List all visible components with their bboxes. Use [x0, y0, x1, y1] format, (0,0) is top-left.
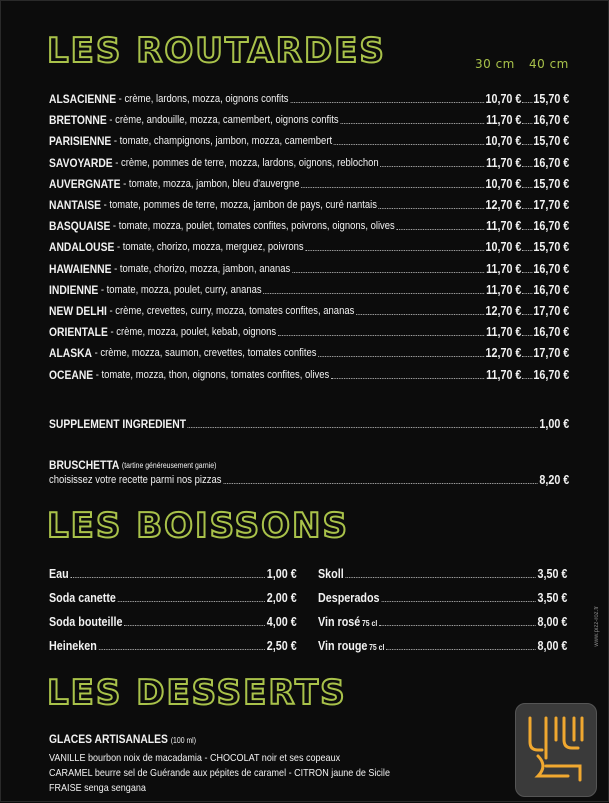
pizza-price-40: 15,70 €: [533, 176, 570, 191]
drink-price: 8,00 €: [537, 615, 568, 629]
drink-price: 3,50 €: [537, 591, 568, 605]
pizza-name: HAWAIENNE: [49, 261, 112, 276]
drink-name: Eau: [49, 567, 69, 581]
drink-price: 8,00 €: [537, 639, 568, 653]
dot-leader: [522, 378, 532, 379]
bruschetta-row: [49, 456, 569, 472]
pizza-row: [49, 132, 569, 148]
drink-name: Soda canette: [49, 591, 116, 605]
pizza-price-40: 16,70 €: [533, 155, 570, 170]
pizza-name: NANTAISE: [49, 198, 101, 212]
pizza-row: [49, 154, 569, 170]
pizza-row: [49, 323, 569, 339]
dot-leader: [380, 166, 484, 167]
dot-leader: [356, 314, 484, 315]
drink-volume: 75 cl: [369, 643, 385, 652]
dot-leader: [522, 250, 532, 251]
dot-leader: [522, 208, 532, 209]
pizza-description: - crème, crevettes, curry, mozza, tomates confites, ananas: [109, 305, 355, 317]
dot-leader: [522, 102, 532, 103]
pizza-price-40: 16,70 €: [533, 261, 570, 276]
section-title-desserts: LES DESSERTS: [47, 673, 347, 713]
pizza-price-40: 16,70 €: [533, 113, 570, 128]
pizza-price-30: 11,70 €: [486, 113, 522, 128]
drink-name: Soda bouteille: [49, 615, 123, 629]
pizza-description: - tomate, mozza, poulet, tomates confites, poivrons, oignons, olives: [112, 220, 395, 233]
drink-row: [49, 589, 297, 605]
supplement-price: 1,00 €: [539, 417, 570, 431]
dot-leader: [70, 577, 265, 578]
pizza-price-40: 17,70 €: [533, 198, 570, 212]
pizza-price-30: 11,70 €: [486, 261, 522, 276]
pizza-row: [49, 344, 569, 360]
dot-leader: [522, 314, 532, 315]
dot-leader: [345, 577, 535, 578]
pizza-name: NEW DELHI: [49, 304, 107, 318]
pizza-price-40: 16,70 €: [533, 282, 570, 297]
pizza-price-40: 15,70 €: [533, 240, 570, 255]
pizza-row: [49, 366, 569, 382]
drink-price: 4,00 €: [266, 615, 297, 629]
fork-knife-logo-icon: [515, 703, 597, 797]
pizza-description: - tomate, champignons, jambon, mozza, camembert: [113, 135, 333, 148]
supplement-row: [49, 415, 569, 431]
dot-leader: [379, 208, 484, 209]
supplement-name: SUPPLEMENT INGREDIENT: [49, 417, 187, 431]
pizza-row: [49, 217, 569, 233]
pizza-price-40: 17,70 €: [533, 304, 570, 318]
dot-leader: [188, 427, 538, 428]
pizza-row: [49, 196, 569, 212]
pizza-row: [49, 281, 569, 297]
pizza-price-30: 12,70 €: [485, 346, 522, 361]
pizza-price-30: 10,70 €: [485, 134, 522, 149]
pizza-row: [49, 260, 569, 276]
pizza-name: AUVERGNATE: [49, 176, 121, 191]
glaces-heading: [49, 732, 196, 746]
drink-row: [49, 613, 297, 629]
dot-leader: [290, 102, 484, 103]
drink-name: Skoll: [318, 567, 344, 581]
pizza-price-30: 12,70 €: [485, 198, 522, 212]
dot-leader: [223, 483, 538, 484]
dot-leader: [99, 649, 266, 650]
pizza-price-40: 16,70 €: [533, 219, 570, 234]
drink-row: [49, 637, 297, 653]
pizza-row: [49, 238, 569, 254]
drink-row: [318, 565, 567, 581]
pizza-description: - tomate, mozza, poulet, curry, ananas: [100, 283, 262, 296]
pizza-name: BASQUAISE: [49, 219, 111, 234]
pizza-row: [49, 111, 569, 127]
pizza-description: - crème, pommes de terre, mozza, lardons, oignons, reblochon: [115, 156, 379, 169]
pizza-name: SAVOYARDE: [49, 155, 113, 170]
dot-leader: [522, 144, 532, 145]
dot-leader: [124, 625, 265, 626]
pizza-price-30: 11,70 €: [486, 325, 522, 340]
bruschetta-name: BRUSCHETTA: [49, 458, 120, 472]
dot-leader: [522, 293, 532, 294]
dot-leader: [522, 166, 532, 167]
dot-leader: [301, 187, 484, 188]
drink-row: [318, 637, 567, 653]
dot-leader: [522, 187, 532, 188]
bruschetta-desc: choisissez votre recette parmi nos pizzas: [49, 474, 222, 486]
drink-price: 1,00 €: [266, 567, 297, 581]
pizza-name: ALASKA: [49, 346, 92, 361]
drink-price: 3,50 €: [537, 567, 568, 581]
dot-leader: [381, 601, 536, 602]
dot-leader: [522, 229, 532, 230]
dot-leader: [305, 250, 483, 251]
dot-leader: [522, 356, 532, 357]
drink-price: 2,00 €: [266, 591, 297, 605]
pizza-description: - tomate, mozza, thon, oignons, tomates confites, olives: [95, 368, 330, 381]
glaces-name: GLACES ARTISANALES: [49, 732, 168, 746]
dot-leader: [340, 123, 484, 124]
pizza-name: ANDALOUSE: [49, 240, 115, 255]
bruschetta-note: (tartine généreusement garnie): [121, 461, 217, 470]
dot-leader: [318, 356, 484, 357]
pizza-row: [49, 175, 569, 191]
pizza-name: PARISIENNE: [49, 134, 112, 149]
dot-leader: [331, 378, 484, 379]
dessert-line-2: CARAMEL beurre sel de Guérande aux pépites de caramel - CITRON jaune de Sicile: [49, 767, 390, 779]
pizza-price-30: 11,70 €: [486, 155, 522, 170]
pizza-row: [49, 302, 569, 318]
website-watermark: www.pizz-roz.fr: [594, 606, 600, 647]
pizza-price-30: 12,70 €: [485, 304, 522, 318]
drink-row: [318, 589, 567, 605]
pizza-description: - tomate, mozza, jambon, bleu d'auvergne: [123, 177, 300, 190]
drink-name: Desperados: [318, 591, 380, 605]
bruschetta-price: 8,20 €: [539, 473, 570, 487]
section-title-routardes: LES ROUTARDES: [47, 31, 386, 71]
section-title-boissons: LES BOISSONS: [47, 506, 349, 546]
dot-leader: [263, 293, 484, 294]
dot-leader: [396, 229, 484, 230]
dot-leader: [292, 272, 484, 273]
pizza-name: ALSACIENNE: [49, 92, 117, 106]
pizza-description: - tomate, pommes de terre, mozza, jambon de pays, curé nantais: [103, 199, 377, 211]
dot-leader: [334, 144, 484, 145]
pizza-price-30: 10,70 €: [485, 176, 522, 191]
pizza-price-30: 11,70 €: [486, 367, 522, 382]
pizza-price-40: 16,70 €: [533, 325, 570, 340]
pizza-price-40: 15,70 €: [533, 92, 570, 106]
pizza-price-40: 16,70 €: [533, 367, 570, 382]
drink-price: 2,50 €: [266, 639, 297, 653]
pizza-price-40: 17,70 €: [533, 346, 570, 361]
pizza-price-40: 15,70 €: [533, 134, 570, 149]
dot-leader: [522, 123, 532, 124]
size-40-header: 40 cm: [529, 57, 569, 71]
dessert-line-1: VANILLE bourbon noix de macadamia - CHOCOLAT noir et ses copeaux: [49, 752, 341, 764]
dot-leader: [386, 649, 536, 650]
dot-leader: [522, 272, 532, 273]
bruschetta-desc-row: [49, 471, 569, 487]
pizza-description: - tomate, chorizo, mozza, jambon, ananas: [114, 262, 291, 275]
drink-row: [49, 565, 297, 581]
pizza-name: OCEANE: [49, 367, 94, 382]
pizza-name: BRETONNE: [49, 113, 107, 128]
pizza-name: INDIENNE: [49, 282, 99, 297]
drink-name: Vin rouge: [318, 639, 368, 653]
drink-volume: 75 cl: [361, 619, 378, 628]
drink-name: Vin rosé: [318, 615, 361, 629]
drink-name: Heineken: [49, 639, 97, 653]
pizza-price-30: 10,70 €: [485, 240, 522, 255]
size-30-header: 30 cm: [475, 57, 515, 71]
pizza-name: ORIENTALE: [49, 325, 108, 340]
pizza-description: - tomate, chorizo, mozza, merguez, poivrons: [116, 241, 304, 254]
dot-leader: [522, 335, 532, 336]
pizza-price-30: 10,70 €: [485, 92, 522, 106]
dot-leader: [379, 625, 536, 626]
dessert-line-3: FRAISE senga sengana: [49, 782, 146, 794]
pizza-price-30: 11,70 €: [486, 219, 522, 234]
pizza-description: - crème, andouille, mozza, camembert, oignons confits: [109, 114, 339, 127]
pizza-price-30: 11,70 €: [486, 282, 522, 297]
drink-row: [318, 613, 567, 629]
pizza-description: - crème, lardons, mozza, oignons confits: [118, 93, 289, 105]
dot-leader: [278, 335, 485, 336]
pizza-row: [49, 90, 569, 106]
glaces-volume: (100 ml): [170, 736, 196, 745]
pizza-description: - crème, mozza, poulet, kebab, oignons: [110, 326, 277, 339]
dot-leader: [118, 601, 265, 602]
pizza-description: - crème, mozza, saumon, crevettes, tomates confites: [94, 347, 317, 360]
